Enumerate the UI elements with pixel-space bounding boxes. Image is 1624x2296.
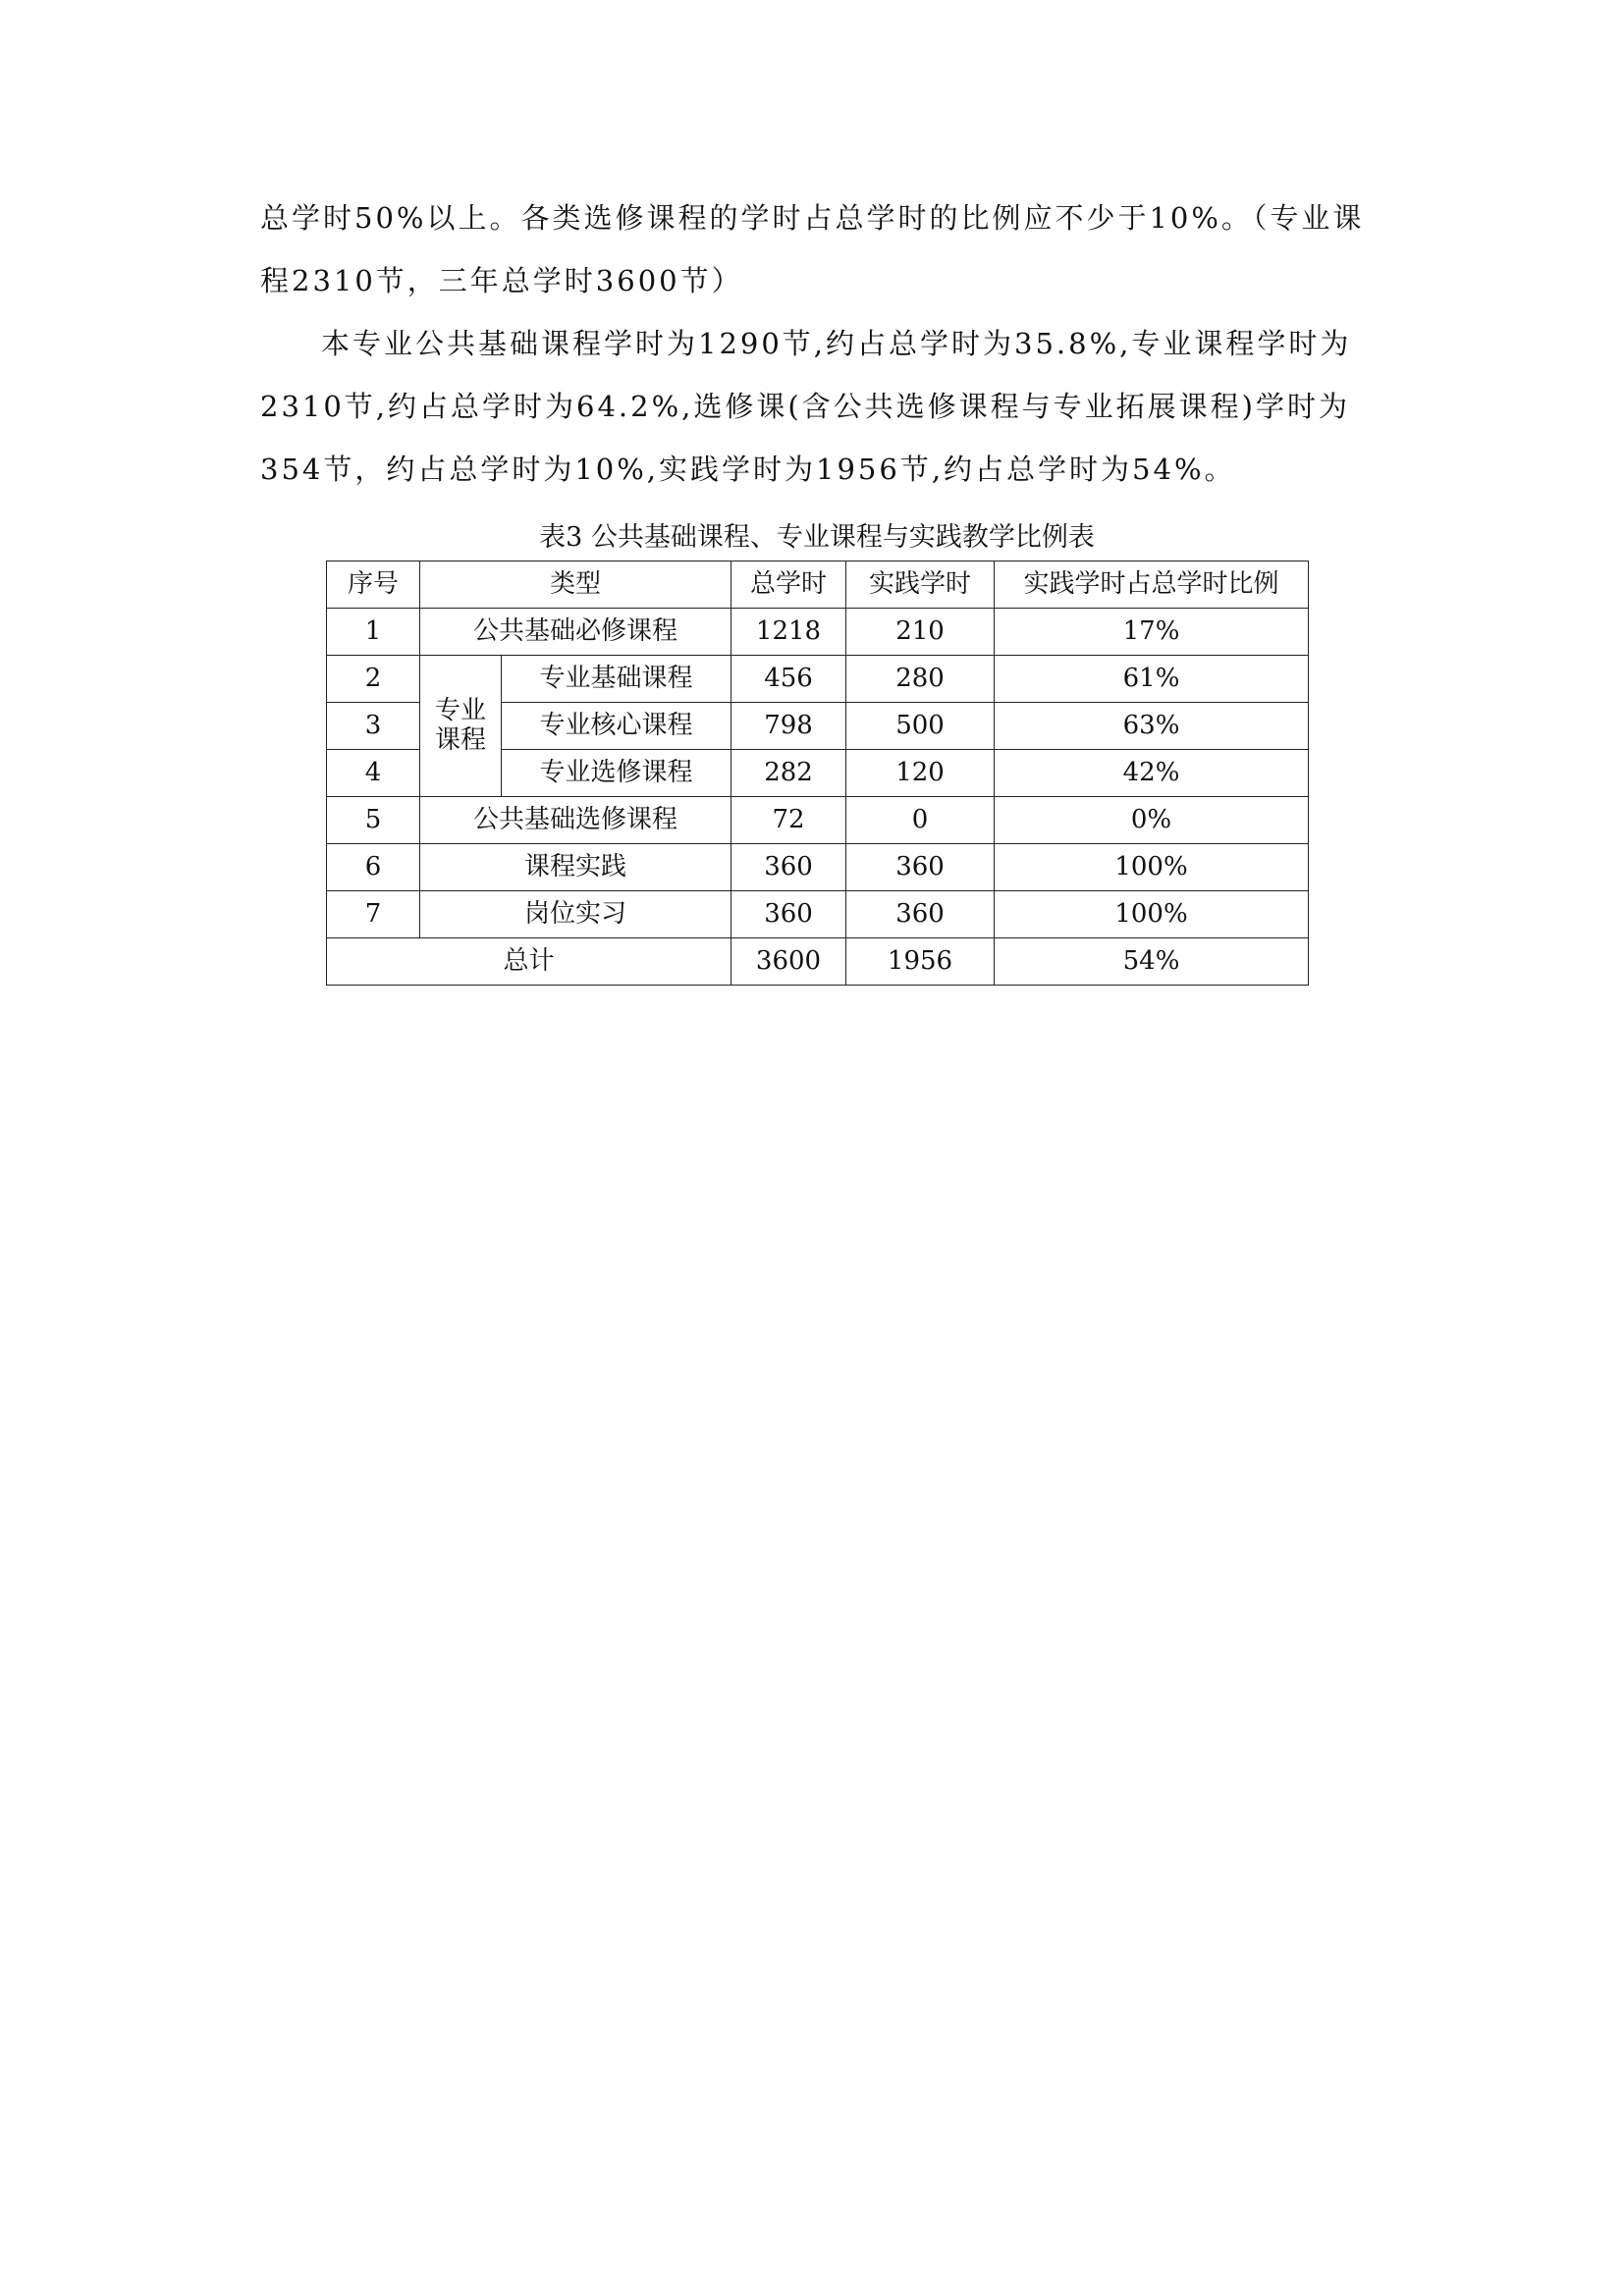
cell-type: 课程实践	[420, 844, 731, 891]
cell-type: 公共基础必修课程	[420, 609, 731, 656]
cell-seq: 5	[327, 797, 420, 844]
cell-ratio: 100%	[995, 891, 1309, 938]
course-ratio-table	[326, 561, 1309, 986]
cell-type: 专业选修课程	[502, 750, 731, 797]
cell-total: 456	[731, 656, 846, 703]
table-row	[327, 797, 1309, 844]
cell-seq: 6	[327, 844, 420, 891]
cell-ratio: 17%	[995, 609, 1309, 656]
table-row	[327, 891, 1309, 938]
cell-practice: 360	[846, 844, 995, 891]
cell-total: 1218	[731, 609, 846, 656]
cell-summary-label: 总计	[327, 938, 731, 986]
cell-total: 360	[731, 891, 846, 938]
table-row	[327, 844, 1309, 891]
cell-type: 专业核心课程	[502, 703, 731, 750]
header-seq: 序号	[327, 561, 420, 609]
cell-summary-total: 3600	[731, 938, 846, 986]
cell-type: 岗位实习	[420, 891, 731, 938]
table-row	[327, 609, 1309, 656]
cell-practice: 360	[846, 891, 995, 938]
cell-total: 798	[731, 703, 846, 750]
cell-ratio: 61%	[995, 656, 1309, 703]
cell-practice: 120	[846, 750, 995, 797]
cell-total: 72	[731, 797, 846, 844]
cell-practice: 280	[846, 656, 995, 703]
table-caption: 表3 公共基础课程、专业课程与实践教学比例表	[539, 522, 1095, 553]
cell-seq: 1	[327, 609, 420, 656]
cell-total: 282	[731, 750, 846, 797]
cell-seq: 3	[327, 703, 420, 750]
cell-seq: 2	[327, 656, 420, 703]
cell-total: 360	[731, 844, 846, 891]
paragraph-hours-breakdown: 本专业公共基础课程学时为1290节,约占总学时为35.8%,专业课程学时为2310节,约占总学时为64.2%,选修课(含公共选修课程与专业拓展课程)学时为354节，约占总学时为10%,实践学时为1956节,约占总学时为54%。	[260, 327, 1352, 486]
cell-ratio: 63%	[995, 703, 1309, 750]
table-row	[327, 656, 1309, 703]
header-total-hours: 总学时	[731, 561, 846, 609]
cell-type: 公共基础选修课程	[420, 797, 731, 844]
cell-summary-ratio: 54%	[995, 938, 1309, 986]
cell-type: 专业基础课程	[502, 656, 731, 703]
cell-practice: 210	[846, 609, 995, 656]
header-type: 类型	[420, 561, 731, 609]
cell-group-major-courses: 专业 课程	[420, 656, 502, 797]
cell-seq: 7	[327, 891, 420, 938]
paragraph-credit-requirement: 总学时50%以上。各类选修课程的学时占总学时的比例应不少于10%。（专业课程2310节，三年总学时3600节）	[260, 201, 1365, 297]
header-practice-hours: 实践学时	[846, 561, 995, 609]
cell-seq: 4	[327, 750, 420, 797]
header-practice-ratio: 实践学时占总学时比例	[995, 561, 1309, 609]
cell-ratio: 100%	[995, 844, 1309, 891]
cell-practice: 0	[846, 797, 995, 844]
table-header-row	[327, 561, 1309, 609]
cell-ratio: 42%	[995, 750, 1309, 797]
table-summary-row	[327, 938, 1309, 986]
cell-summary-practice: 1956	[846, 938, 995, 986]
cell-ratio: 0%	[995, 797, 1309, 844]
cell-practice: 500	[846, 703, 995, 750]
